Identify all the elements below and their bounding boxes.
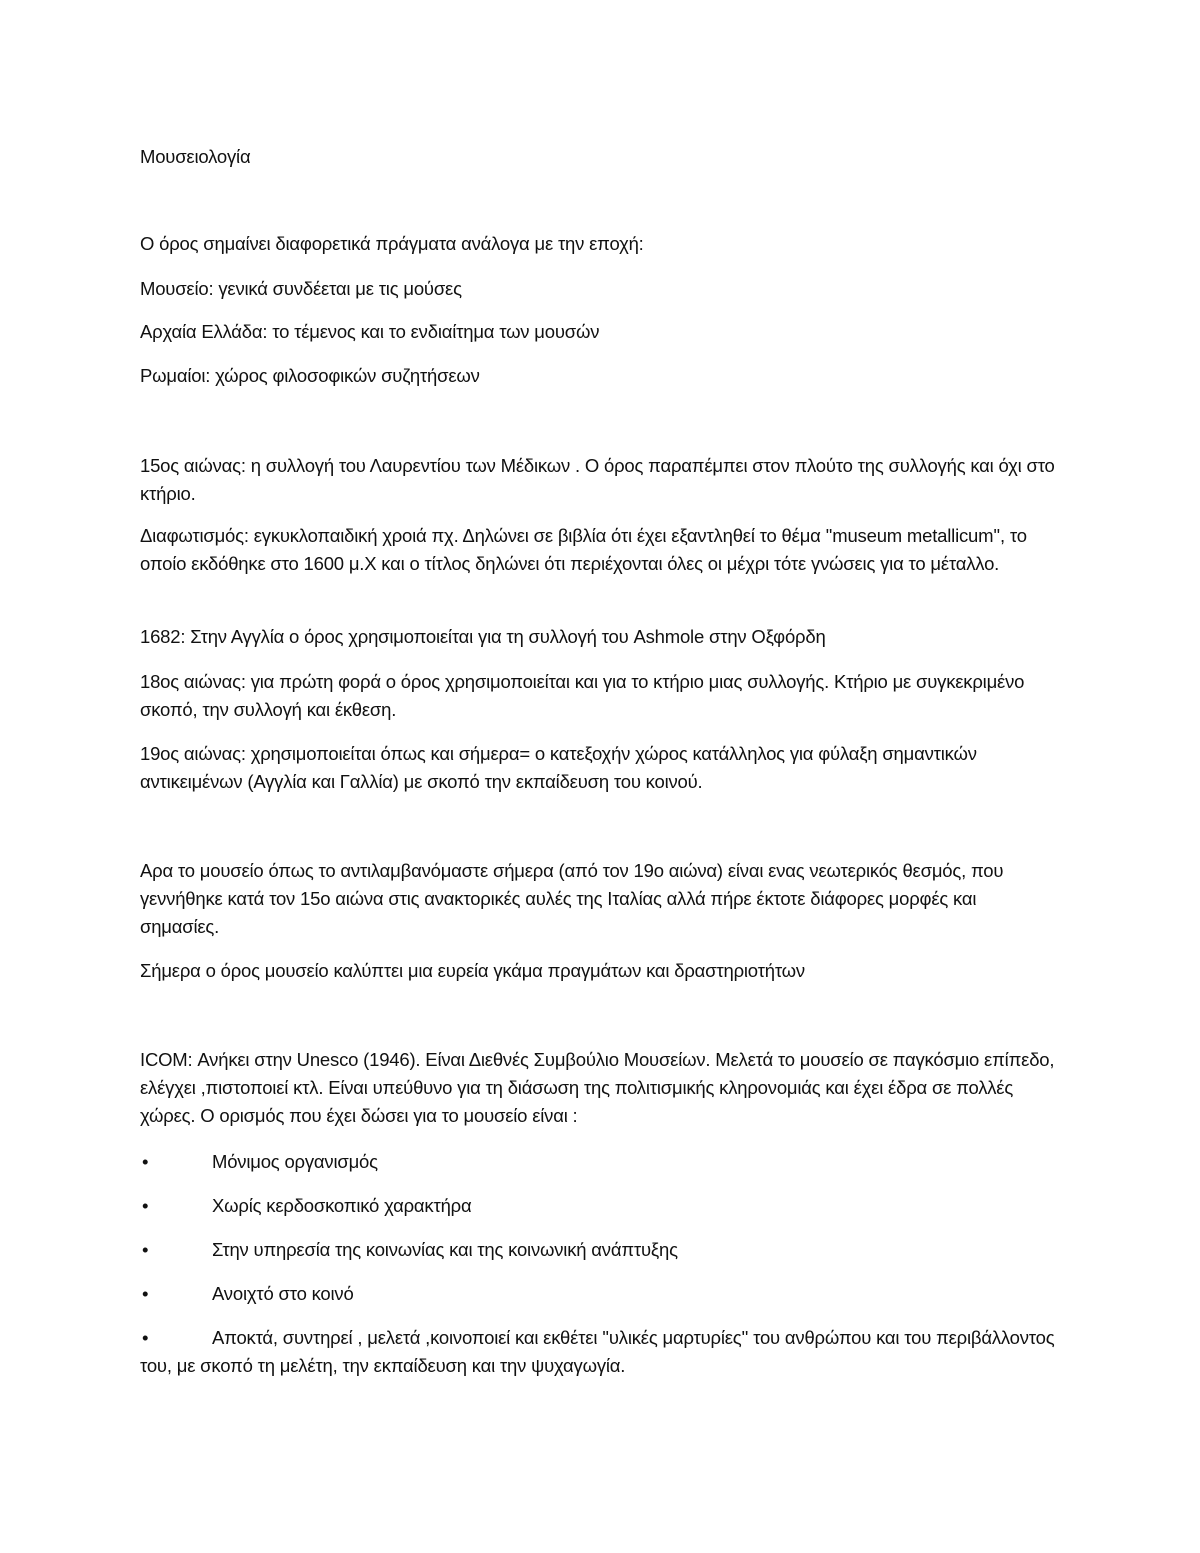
paragraph-term-meaning: Ο όρος σημαίνει διαφορετικά πράγματα ανάλογα με την εποχή:: [140, 233, 644, 254]
paragraph-museum-muses: Μουσείο: γενικά συνδέεται με τις μούσες: [140, 278, 462, 299]
list-item-text: Ανοιχτό στο κοινό: [212, 1283, 354, 1304]
bullet-icon: •: [142, 1239, 149, 1260]
paragraph-enlightenment: Διαφωτισμός: εγκυκλοπαιδική χροιά πχ. Δηλώνει σε βιβλία ότι έχει εξαντληθεί το θέμα ''museum metallicum'', το οποίο εκδόθηκε στο 1600 μ.Χ και ο τίτλος δηλώνει ότι περιέχονται όλες οι μέχρι τότε γνώσεις για το μέταλλο.: [140, 525, 1027, 574]
list-item: [140, 1236, 1060, 1264]
bullet-icon: •: [142, 1195, 149, 1216]
bullet-icon: •: [142, 1327, 149, 1348]
list-item: [140, 1280, 1060, 1308]
bullet-icon: •: [142, 1283, 149, 1304]
paragraph-ancient-greece: Αρχαία Ελλάδα: το τέμενος και το ενδιαίτημα των μουσών: [140, 321, 600, 342]
paragraph-15th-century: 15ος αιώνας: η συλλογή του Λαυρεντίου των Μέδικων . Ο όρος παραπέμπει στον πλούτο της συλλογής και όχι στο κτήριο.: [140, 455, 1055, 504]
bullet-icon: •: [142, 1151, 149, 1172]
list-item: [140, 1324, 1060, 1380]
list-item-text: Μόνιμος οργανισμός: [212, 1151, 378, 1172]
list-item: [140, 1148, 1060, 1176]
paragraph-18th-century: 18ος αιώνας: για πρώτη φορά ο όρος χρησιμοποιείται και για το κτήριο μιας συλλογής. Κτήριο με συγκεκριμένο σκοπό, την συλλογή και έκθεση.: [140, 671, 1025, 720]
paragraph-icom: ICOM: Ανήκει στην Unesco (1946). Είναι Διεθνές Συμβούλιο Μουσείων. Μελετά το μουσείο σε παγκόσμιο επίπεδο, ελέγχει ,πιστοποιεί κτλ. Είναι υπεύθυνο για τη διάσωση της πολιτισμικής κληρονομιάς και έχει έδρα σε πολλές χώρες. Ο ορισμός που έχει δώσει για το μουσείο είναι :: [140, 1049, 1055, 1126]
list-item-text: Χωρίς κερδοσκοπικό χαρακτήρα: [212, 1195, 472, 1216]
paragraph-romans: Ρωμαίοι: χώρος φιλοσοφικών συζητήσεων: [140, 365, 480, 386]
paragraph-modern-institution: Αρα το μουσείο όπως το αντιλαμβανόμαστε σήμερα (από τον 19ο αιώνα) είναι ενας νεωτερικός θεσμός, που γεννήθηκε κατά τον 15ο αιώνα στις ανακτορικές αυλές της Ιταλίας αλλά πήρε έκτοτε διάφορες μορφές και σημασίες.: [140, 860, 1004, 937]
paragraph-1682: 1682: Στην Αγγλία ο όρος χρησιμοποιείται για τη συλλογή του Ashmole στην Οξφόρδη: [140, 626, 826, 647]
document-title: Μουσειολογία: [140, 146, 251, 167]
list-item: [140, 1192, 1060, 1220]
paragraph-today: Σήμερα ο όρος μουσείο καλύπτει μια ευρεία γκάμα πραγμάτων και δραστηριοτήτων: [140, 960, 805, 981]
list-item-text: Στην υπηρεσία της κοινωνίας και της κοινωνική ανάπτυξης: [212, 1239, 678, 1260]
list-item-text: Αποκτά, συντηρεί , μελετά ,κοινοποιεί και εκθέτει ''υλικές μαρτυρίες'' του ανθρώπου και του περιβάλλοντος του, με σκοπό τη μελέτη, την εκπαίδευση και την ψυχαγωγία.: [140, 1327, 1055, 1376]
paragraph-19th-century: 19ος αιώνας: χρησιμοποιείται όπως και σήμερα= ο κατεξοχήν χώρος κατάλληλος για φύλαξη σημαντικών αντικειμένων (Αγγλία και Γαλλία) με σκοπό την εκπαίδευση του κοινού.: [140, 743, 977, 792]
